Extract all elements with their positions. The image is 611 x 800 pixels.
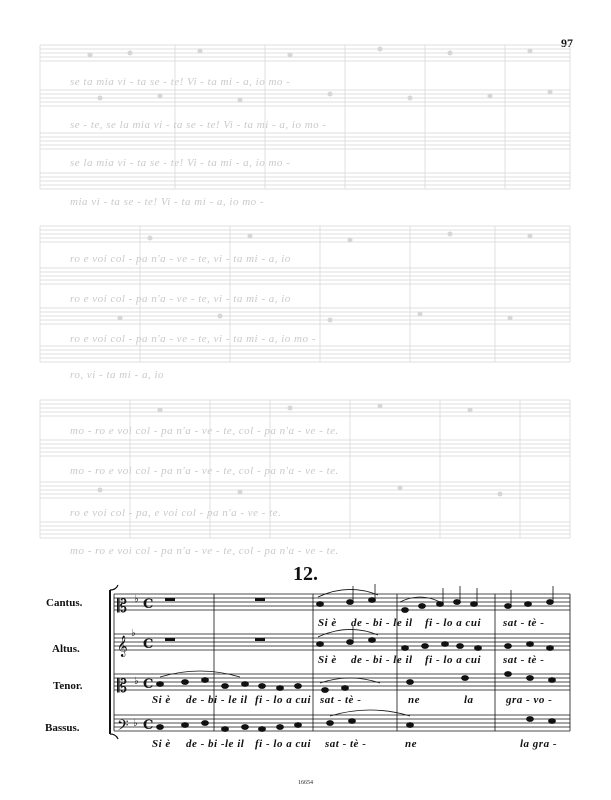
faded-lyric: mo - ro e voi col - pa n'a - ve - te, col - pa n'a - ve - te. xyxy=(70,425,339,437)
svg-text:♭: ♭ xyxy=(131,628,136,639)
svg-text:C: C xyxy=(143,637,154,652)
lyric-cantus: sat - tè - xyxy=(503,617,545,629)
svg-text:C: C xyxy=(143,677,154,692)
lyric-cantus: Si è xyxy=(318,617,337,629)
svg-text:♭: ♭ xyxy=(133,718,138,729)
lyric-tenor: sat - tè - xyxy=(320,694,362,706)
lyric-tenor: Si è xyxy=(152,694,171,706)
lyric-tenor: fi - lo a cui xyxy=(255,694,311,706)
lyric-tenor: gra - vo - xyxy=(506,694,553,706)
voice-name-tenor: Tenor. xyxy=(53,680,83,692)
piece-number: 12. xyxy=(293,563,318,585)
faded-lyric: ro e voi col - pa n'a - ve - te, vi - ta mi - a, io xyxy=(70,293,291,305)
g-clef-icon: 𝄞 xyxy=(117,636,128,657)
plate-number: 16654 xyxy=(298,780,313,786)
lyric-bassus: la gra - xyxy=(520,738,557,750)
faded-lyric: mia vi - ta se - te! Vi - ta mi - a, io mo - xyxy=(70,196,265,208)
faded-lyric: se la mia vi - ta se - te! Vi - ta mi - a, io mo - xyxy=(70,157,291,169)
f-clef-icon: 𝄢 xyxy=(117,717,129,738)
svg-text:C: C xyxy=(143,718,154,733)
lyric-altus: de - bi - le il xyxy=(351,654,413,666)
page-number: 97 xyxy=(561,36,573,50)
c-clef-icon: 𝄡 xyxy=(117,676,128,697)
lyric-cantus: fi - lo a cui xyxy=(425,617,481,629)
lyric-bassus: le il xyxy=(225,738,245,750)
svg-text:♭: ♭ xyxy=(134,594,139,605)
lyric-altus: fi - lo a cui xyxy=(425,654,481,666)
faded-lyric: mo - ro e voi col - pa n'a - ve - te, col - pa n'a - ve - te. xyxy=(70,545,339,557)
faded-lyric: mo - ro e voi col - pa n'a - ve - te, col - pa n'a - ve - te. xyxy=(70,465,339,477)
lyric-tenor: la xyxy=(464,694,474,706)
svg-text:C: C xyxy=(143,597,154,612)
lyric-tenor: de - bi - le il xyxy=(186,694,248,706)
faded-lyric: ro e voi col - pa n'a - ve - te, vi - ta mi - a, io xyxy=(70,253,291,265)
voice-name-cantus: Cantus. xyxy=(46,597,83,609)
c-clef-icon: 𝄡 xyxy=(117,596,128,617)
lyric-altus: Si è xyxy=(318,654,337,666)
lyric-cantus: de - bi - le il xyxy=(351,617,413,629)
lyric-tenor: ne xyxy=(408,694,420,706)
lyric-bassus: sat - tè - xyxy=(325,738,367,750)
faded-lyric: se ta mia vi - ta se - te! Vi - ta mi - a, io mo - xyxy=(70,76,291,88)
lyric-bassus: Si è xyxy=(152,738,171,750)
lyric-bassus: ne xyxy=(405,738,417,750)
lyric-altus: sat - tè - xyxy=(503,654,545,666)
faded-lyric: se - te, se la mia vi - ta se - te! Vi - ta mi - a, io mo - xyxy=(70,119,327,131)
faded-lyric: ro, vi - ta mi - a, io xyxy=(70,369,164,381)
lyric-bassus: fi - lo a cui xyxy=(255,738,311,750)
lyric-bassus: de - bi - xyxy=(186,738,226,750)
faded-lyric: ro e voi col - pa, e voi col - pa n'a - ve - te. xyxy=(70,507,282,519)
voice-name-bassus: Bassus. xyxy=(45,722,80,734)
faded-lyric: ro e voi col - pa n'a - ve - te, vi - ta mi - a, io mo - xyxy=(70,333,316,345)
svg-text:♭: ♭ xyxy=(134,676,139,687)
voice-name-altus: Altus. xyxy=(52,643,80,655)
